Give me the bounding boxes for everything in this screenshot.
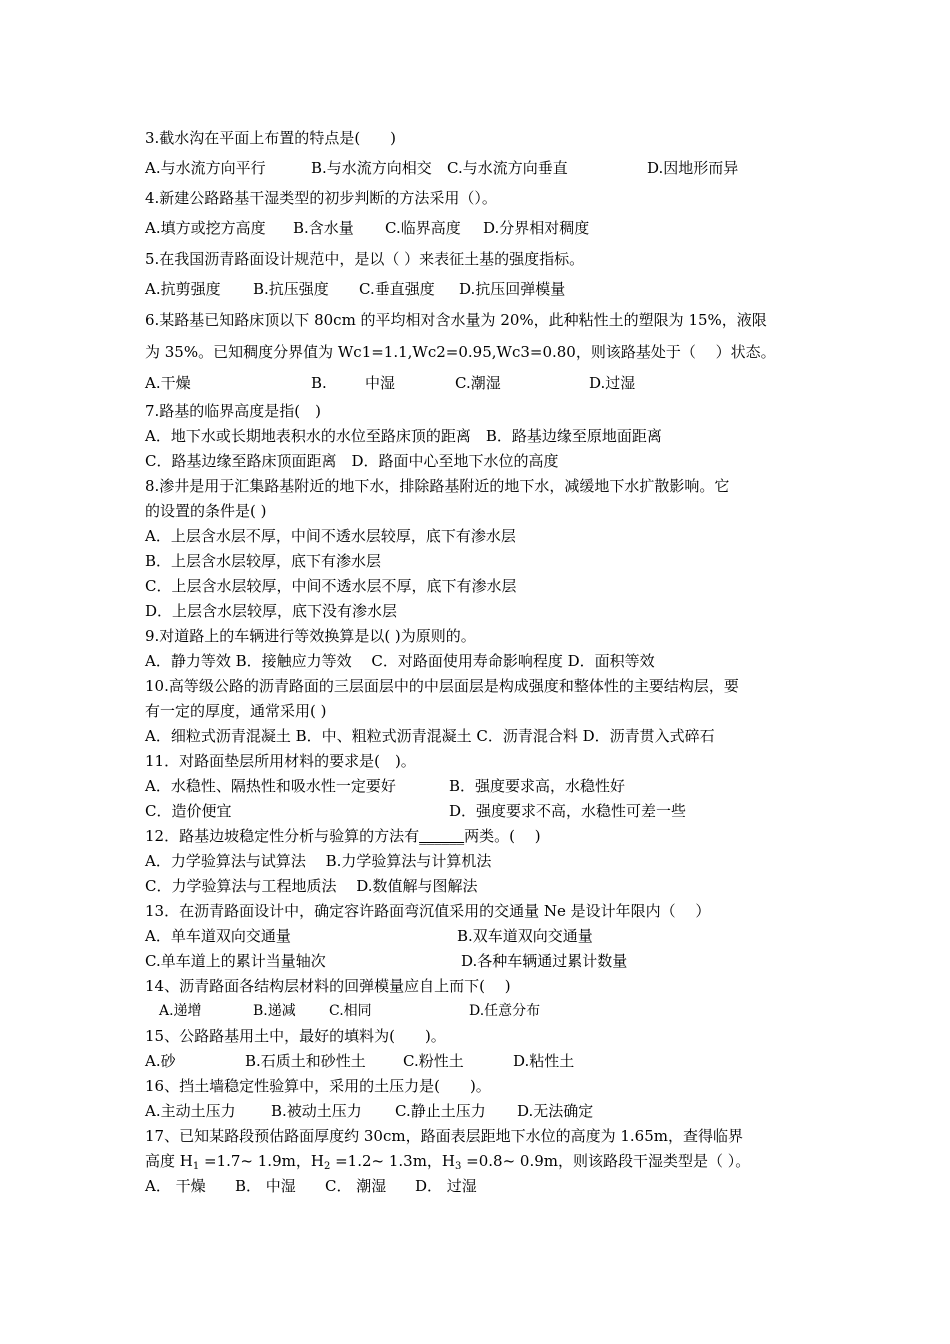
- option-c: C.静止土压力: [395, 1102, 486, 1120]
- question-3-stem: 3.截水沟在平面上布置的特点是( ): [145, 129, 397, 147]
- option-c: C.粉性土: [403, 1052, 464, 1070]
- question-17-stem-line-1: 17、已知某路段预估路面厚度约 30cm，路面表层距地下水位的高度为 1.65m，查得临界: [145, 1127, 743, 1145]
- question-16-stem: 16、挡土墙稳定性验算中，采用的土压力是( )。: [145, 1077, 491, 1095]
- option-b: B． 中湿: [235, 1177, 296, 1195]
- question-10-stem-line-1: 10.高等级公路的沥青路面的三层面层中的中层面层是构成强度和整体性的主要结构层，要: [145, 677, 739, 695]
- question-12-options-ab: A．力学验算法与试算法 B.力学验算法与计算机法: [145, 852, 492, 870]
- question-7-options-ab: A．地下水或长期地表积水的水位至路床顶的距离 B．路基边缘至原地面距离: [145, 427, 662, 445]
- question-8-option-b: B．上层含水层较厚，底下有渗水层: [145, 552, 382, 570]
- option-d: D.因地形而异: [647, 159, 739, 177]
- option-c: C．造价便宜: [145, 802, 232, 820]
- option-a: A．单车道双向交通量: [145, 927, 291, 945]
- question-10-options: A．细粒式沥青混凝土 B．中、粗粒式沥青混凝土 C．沥青混合料 D．沥青贯入式碎石: [145, 727, 715, 745]
- question-15-stem: 15、公路路基用土中，最好的填料为( )。: [145, 1027, 446, 1045]
- option-b: B.与水流方向相交: [311, 159, 432, 177]
- option-d: D.无法确定: [517, 1102, 594, 1120]
- option-d: D． 过湿: [415, 1177, 477, 1195]
- option-a: A.砂: [145, 1052, 176, 1070]
- question-8-stem-line-1: 8.渗井是用于汇集路基附近的地下水，排除路基附近的地下水，减缓地下水扩散影响。它: [145, 477, 730, 495]
- option-d: D.各种车辆通过累计数量: [461, 952, 628, 970]
- question-8-stem-line-2: 的设置的条件是( ): [145, 502, 267, 520]
- question-8-option-c: C．上层含水层较厚，中间不透水层不厚，底下有渗水层: [145, 577, 517, 595]
- option-a: A.主动土压力: [145, 1102, 236, 1120]
- question-5-stem: 5.在我国沥青路面设计规范中，是以（ ）来表征土基的强度指标。: [145, 250, 585, 268]
- option-b: B.双车道双向交通量: [457, 927, 593, 945]
- option-d: D.粘性土: [513, 1052, 575, 1070]
- question-8-option-a: A．上层含水层不厚，中间不透水层较厚，底下有渗水层: [145, 527, 516, 545]
- option-c: C.潮湿: [455, 374, 501, 392]
- option-a: A.与水流方向平行: [145, 159, 266, 177]
- option-a: A.干燥: [145, 374, 191, 392]
- option-c: C.临界高度: [385, 219, 461, 237]
- option-a: A． 干燥: [145, 1177, 206, 1195]
- option-d: D.过湿: [589, 374, 636, 392]
- option-c: C.单车道上的累计当量轴次: [145, 952, 326, 970]
- question-10-stem-line-2: 有一定的厚度，通常采用( ): [145, 702, 327, 720]
- question-7-stem: 7.路基的临界高度是指( ): [145, 402, 322, 420]
- option-b: B．强度要求高，水稳性好: [449, 777, 626, 795]
- fill-in-blank: ______: [419, 827, 465, 845]
- option-d: D.分界相对稠度: [483, 219, 590, 237]
- question-13-stem: 13．在沥青路面设计中，确定容许路面弯沉值采用的交通量 Ne 是设计年限内（ ）: [145, 902, 711, 920]
- option-b: B.含水量: [293, 219, 354, 237]
- question-4-stem: 4.新建公路路基干湿类型的初步判断的方法采用（）。: [145, 189, 497, 207]
- option-a: A.填方或挖方高度: [145, 219, 266, 237]
- option-b: 中湿: [365, 374, 396, 392]
- option-a: A.递增: [159, 1003, 202, 1019]
- option-b: B.被动土压力: [271, 1102, 362, 1120]
- question-14-stem: 14、沥青路面各结构层材料的回弹模量应自上而下( ): [145, 977, 511, 995]
- option-c: C.垂直强度: [359, 280, 435, 298]
- option-b: B.抗压强度: [253, 280, 329, 298]
- option-d: D.任意分布: [469, 1003, 541, 1019]
- option-c: C． 潮湿: [325, 1177, 387, 1195]
- option-b-letter: B.: [311, 374, 327, 392]
- question-12-stem: 12．路基边坡稳定性分析与验算的方法有______两类。( ): [145, 827, 541, 845]
- question-12-options-cd: C．力学验算法与工程地质法 D.数值解与图解法: [145, 877, 478, 895]
- option-d: D.抗压回弹模量: [459, 280, 566, 298]
- option-c: C.与水流方向垂直: [447, 159, 568, 177]
- option-b: B.石质土和砂性土: [245, 1052, 366, 1070]
- question-17-stem-line-2: 高度 $H_1$ =1.7~ 1.9m，$H_2$ =1.2~ 1.3m，$H_3$ =0.8~ 0.9m，则该路段干湿类型是（ ）。: [145, 1152, 751, 1172]
- option-a: A.抗剪强度: [145, 280, 221, 298]
- option-c: C.相同: [329, 1003, 372, 1019]
- option-b: B.递减: [253, 1003, 296, 1019]
- question-6-stem-line-2: 为 35%。已知稠度分界值为 Wc1=1.1,Wc2=0.95,Wc3=0.80，则该路基处于（ ）状态。: [145, 343, 776, 361]
- question-9-stem: 9.对道路上的车辆进行等效换算是以( )为原则的。: [145, 627, 476, 645]
- question-11-stem: 11．对路面垫层所用材料的要求是( )。: [145, 752, 416, 770]
- question-8-option-d: D．上层含水层较厚，底下没有渗水层: [145, 602, 398, 620]
- option-d: D．强度要求不高，水稳性可差一些: [449, 802, 687, 820]
- option-a: A．水稳性、隔热性和吸水性一定要好: [145, 777, 396, 795]
- question-7-options-cd: C．路基边缘至路床顶面距离 D．路面中心至地下水位的高度: [145, 452, 559, 470]
- question-9-options: A．静力等效 B．接触应力等效 C．对路面使用寿命影响程度 D．面积等效: [145, 652, 655, 670]
- question-6-stem-line-1: 6.某路基已知路床顶以下 80cm 的平均相对含水量为 20%，此种粘性土的塑限为 15%，液限: [145, 311, 767, 329]
